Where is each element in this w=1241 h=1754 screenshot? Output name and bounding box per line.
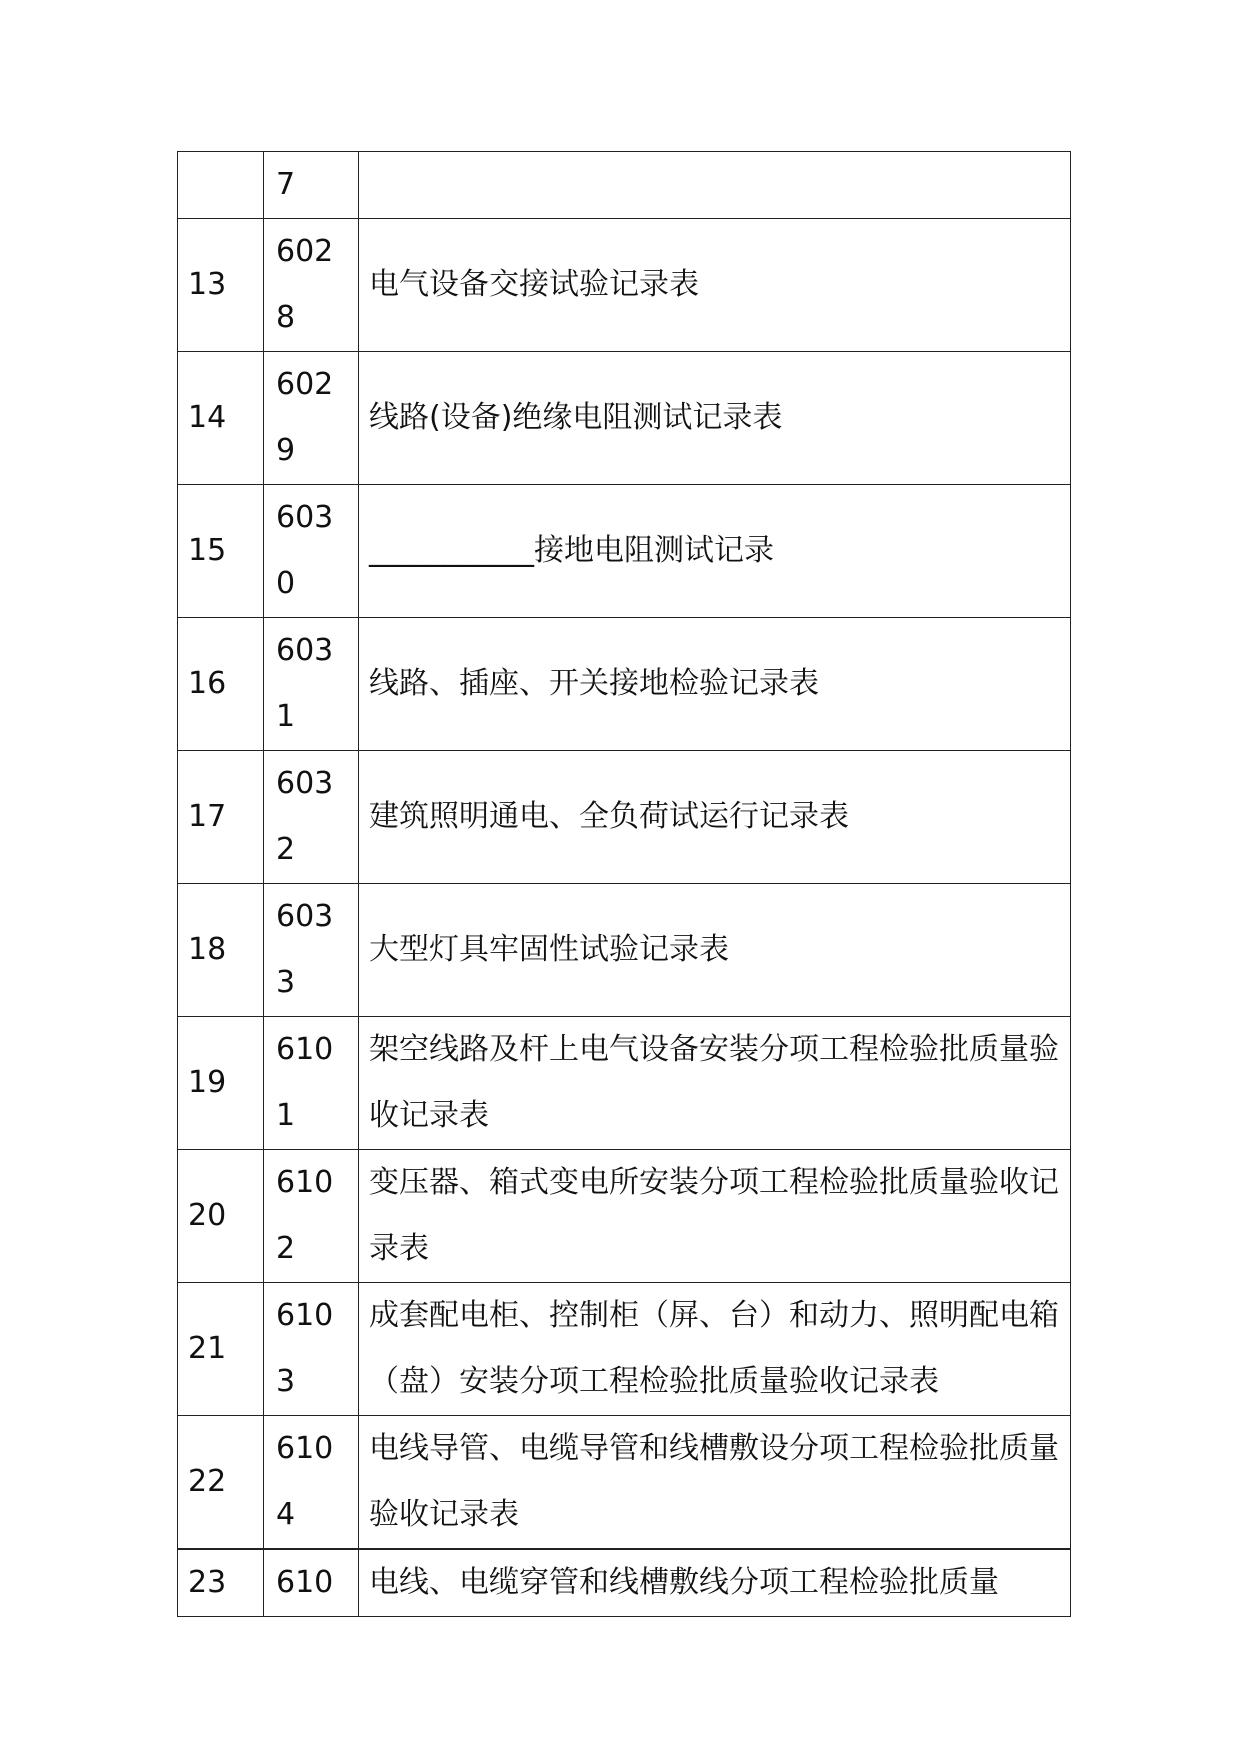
form-name-cell: 电气设备交接试验记录表 [359, 219, 1071, 352]
form-code-cell: 602 9 [264, 352, 359, 485]
row-index-cell: 18 [178, 884, 264, 1017]
document-table [177, 151, 1071, 1617]
row-index-cell: 19 [178, 1017, 264, 1150]
form-code-cell: 603 3 [264, 884, 359, 1017]
row-index-cell: 23 [178, 1549, 264, 1617]
row-index-cell: 14 [178, 352, 264, 485]
table-row [178, 152, 1071, 219]
form-name-cell: ___________接地电阻测试记录 [359, 485, 1071, 618]
form-name-cell: 线路、插座、开关接地检验记录表 [359, 618, 1071, 751]
table-row [178, 219, 1071, 352]
table-row [178, 485, 1071, 618]
form-name-cell: 变压器、箱式变电所安装分项工程检验批质量验收记录表 [359, 1150, 1071, 1283]
form-code-cell: 610 4 [264, 1416, 359, 1550]
row-index-cell: 16 [178, 618, 264, 751]
table-row [178, 1283, 1071, 1416]
row-index-cell: 15 [178, 485, 264, 618]
form-code-cell: 610 2 [264, 1150, 359, 1283]
form-code-cell: 610 3 [264, 1283, 359, 1416]
table-row [178, 1416, 1071, 1550]
form-name-cell: 架空线路及杆上电气设备安装分项工程检验批质量验收记录表 [359, 1017, 1071, 1150]
table-row [178, 1017, 1071, 1150]
row-index-cell: 17 [178, 751, 264, 884]
form-name-cell: 建筑照明通电、全负荷试运行记录表 [359, 751, 1071, 884]
form-name-cell: 电线、电缆穿管和线槽敷线分项工程检验批质量 [359, 1549, 1071, 1617]
table-row [178, 751, 1071, 884]
form-code-cell: 610 1 [264, 1017, 359, 1150]
row-index-cell: 22 [178, 1416, 264, 1550]
table-row [178, 618, 1071, 751]
form-name-cell: 成套配电柜、控制柜（屏、台）和动力、照明配电箱（盘）安装分项工程检验批质量验收记录表 [359, 1283, 1071, 1416]
table-row [178, 352, 1071, 485]
row-index-cell: 21 [178, 1283, 264, 1416]
form-code-cell: 7 [264, 152, 359, 219]
row-index-cell: 13 [178, 219, 264, 352]
form-name-cell: 线路(设备)绝缘电阻测试记录表 [359, 352, 1071, 485]
form-code-cell: 603 2 [264, 751, 359, 884]
row-index-cell: 20 [178, 1150, 264, 1283]
table-row [178, 1150, 1071, 1283]
form-name-cell: 大型灯具牢固性试验记录表 [359, 884, 1071, 1017]
table-row [178, 884, 1071, 1017]
table-row [178, 1549, 1071, 1617]
form-name-cell [359, 152, 1071, 219]
form-code-cell: 603 1 [264, 618, 359, 751]
form-code-cell: 603 0 [264, 485, 359, 618]
form-name-cell: 电线导管、电缆导管和线槽敷设分项工程检验批质量验收记录表 [359, 1416, 1071, 1550]
form-code-cell: 602 8 [264, 219, 359, 352]
form-code-cell: 610 [264, 1549, 359, 1617]
row-index-cell [178, 152, 264, 219]
